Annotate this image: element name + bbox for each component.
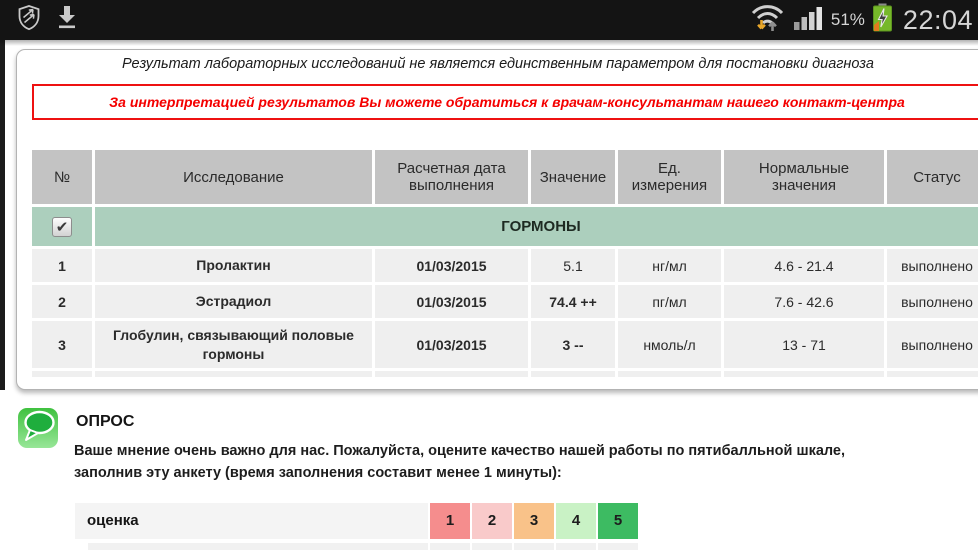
- rating-row: [75, 503, 638, 539]
- col-header-num: №: [32, 150, 92, 204]
- cell-status: выполнено: [887, 321, 978, 368]
- cell-num: 2: [32, 285, 92, 318]
- next-row-partial: [32, 371, 978, 377]
- result-row-2: [32, 285, 978, 318]
- group-label: ГОРМОНЫ: [95, 207, 978, 246]
- results-panel: [16, 49, 978, 390]
- cell-unit: нмоль/л: [618, 321, 721, 368]
- disclaimer-text: Результат лабораторных исследований не является единственным параметром для постановки диагноза: [122, 56, 874, 72]
- rating-option-4[interactable]: 4: [556, 503, 596, 539]
- col-header-date: Расчетная дата выполнения: [375, 150, 528, 204]
- warning-box: [32, 84, 978, 120]
- cell-status: выполнено: [887, 285, 978, 318]
- warning-text: За интерпретацией результатов Вы можете обратиться к врачам-консультантам нашего контакт-центра: [109, 94, 905, 110]
- col-header-value: Значение: [531, 150, 615, 204]
- status-bar-shadow: [0, 40, 978, 46]
- cell-date: 01/03/2015: [375, 285, 528, 318]
- group-checkbox-cell: [32, 207, 92, 246]
- rating-option-3[interactable]: 3: [514, 503, 554, 539]
- status-bar: [0, 0, 978, 40]
- col-header-unit: Ед. измерения: [618, 150, 721, 204]
- rating-option-1[interactable]: 1: [430, 503, 470, 539]
- cell-test: Пролактин: [95, 249, 372, 282]
- left-edge-strip: [0, 40, 5, 390]
- table-header-row: [32, 150, 978, 204]
- cell-date: 01/03/2015: [375, 321, 528, 368]
- cell-test: Глобулин, связывающий половые гормоны: [95, 321, 372, 368]
- cell-status: выполнено: [887, 249, 978, 282]
- download-icon: [56, 4, 78, 36]
- cell-range: 7.6 - 42.6: [724, 285, 884, 318]
- shield-icon: [16, 4, 42, 36]
- cell-unit: нг/мл: [618, 249, 721, 282]
- cell-num: 1: [32, 249, 92, 282]
- group-checkbox[interactable]: ✔: [52, 217, 72, 237]
- col-header-range: Нормальные значения: [724, 150, 884, 204]
- result-row-3: [32, 321, 978, 368]
- rating-option-2[interactable]: 2: [472, 503, 512, 539]
- survey-chat-icon: [17, 407, 59, 449]
- signal-strength-icon: [793, 5, 824, 36]
- battery-percent: 51%: [830, 10, 865, 29]
- rating-option-5[interactable]: 5: [598, 503, 638, 539]
- results-table-wrapper: [29, 147, 978, 380]
- battery-charging-icon: [872, 3, 893, 37]
- next-survey-row-partial: [0, 543, 978, 550]
- col-header-status: Статус: [887, 150, 978, 204]
- cell-value: 3 --: [531, 321, 615, 368]
- cell-value: 74.4 ++: [531, 285, 615, 318]
- survey-title: ОПРОС: [76, 413, 135, 430]
- results-table: [29, 147, 978, 380]
- rating-label: оценка: [75, 503, 428, 539]
- col-header-test: Исследование: [95, 150, 372, 204]
- cell-test: Эстрадиол: [95, 285, 372, 318]
- result-row-1: [32, 249, 978, 282]
- wifi-traffic-icon: [749, 2, 786, 38]
- clock: 22:04: [902, 4, 973, 35]
- cell-value: 5.1: [531, 249, 615, 282]
- cell-range: 13 - 71: [724, 321, 884, 368]
- cell-unit: пг/мл: [618, 285, 721, 318]
- cell-date: 01/03/2015: [375, 249, 528, 282]
- group-row-hormones: [32, 207, 978, 246]
- cell-num: 3: [32, 321, 92, 368]
- cell-range: 4.6 - 21.4: [724, 249, 884, 282]
- survey-description: Ваше мнение очень важно для нас. Пожалуйста, оцените качество нашей работы по пятибалльной шкале, заполнив эту анкету (время заполнения составит менее 1 минуты):: [74, 443, 845, 481]
